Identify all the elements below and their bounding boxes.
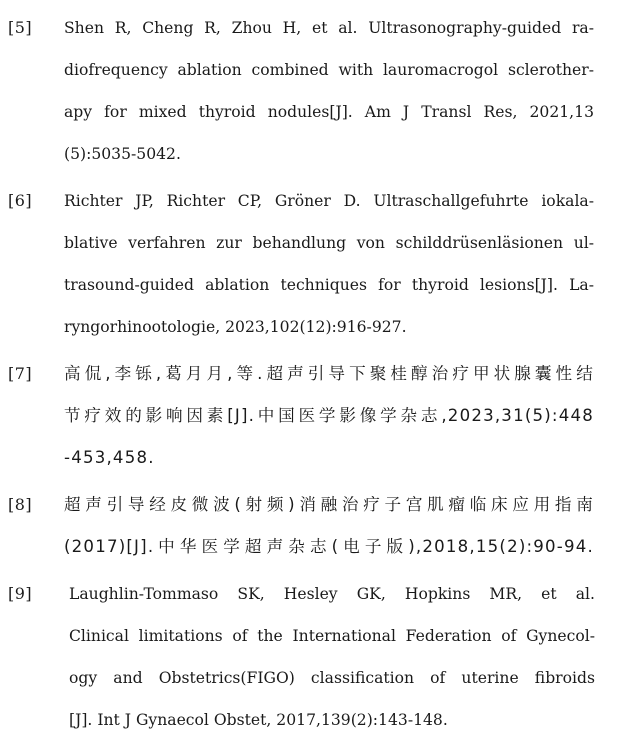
reference-line: [J]. Int J Gynaecol Obstet, 2017,139(2):143-148.: [69, 711, 448, 729]
reference-number: [6]: [8, 191, 33, 210]
reference-number: [9]: [8, 584, 33, 603]
reference-number: [8]: [8, 495, 33, 514]
reference-line: blative verfahren zur behandlung von schilddrüsenläsionen ul-: [64, 234, 594, 252]
reference-line: ogy and Obstetrics(FIGO) classification of uterine fibroids: [69, 669, 595, 687]
reference-line: 超声引导经皮微波(射频)消融治疗子宫肌瘤临床应用指南: [64, 495, 594, 514]
reference-line: -453,458.: [64, 448, 155, 467]
reference-number: [7]: [8, 364, 33, 383]
reference-line: (2017)[J].中华医学超声杂志(电子版),2018,15(2):90-94.: [64, 537, 594, 556]
reference-text: [64, 484, 594, 568]
reference-line: 节疗效的影响因素[J].中国医学影像学杂志,2023,31(5):448: [64, 406, 594, 425]
reference-item-8: [0, 484, 618, 568]
reference-line: (5):5035-5042.: [64, 145, 181, 163]
reference-text: [64, 353, 594, 479]
reference-item-5: [0, 7, 618, 175]
reference-line: diofrequency ablation combined with lauromacrogol sclerother-: [64, 61, 594, 79]
reference-line: 高侃,李铄,葛月月,等.超声引导下聚桂醇治疗甲状腺囊性结: [64, 364, 594, 383]
reference-item-9: [0, 573, 618, 741]
reference-line: ryngorhinootologie, 2023,102(12):916-927.: [64, 318, 407, 336]
reference-line: Clinical limitations of the International Federation of Gynecol-: [69, 627, 595, 645]
reference-line: Shen R, Cheng R, Zhou H, et al. Ultrasonography-guided ra-: [64, 19, 594, 37]
reference-line: Richter JP, Richter CP, Gröner D. Ultraschallgefuhrte iokala-: [64, 192, 594, 210]
reference-item-7: [0, 353, 618, 479]
reference-item-6: [0, 180, 618, 348]
reference-line: trasound-guided ablation techniques for thyroid lesions[J]. La-: [64, 276, 594, 294]
reference-line: apy for mixed thyroid nodules[J]. Am J Transl Res, 2021,13: [64, 103, 594, 121]
reference-text: [69, 573, 595, 741]
reference-text: [64, 180, 594, 348]
reference-text: [64, 7, 594, 175]
reference-line: Laughlin-Tommaso SK, Hesley GK, Hopkins MR, et al.: [69, 585, 595, 603]
reference-number: [5]: [8, 18, 33, 37]
